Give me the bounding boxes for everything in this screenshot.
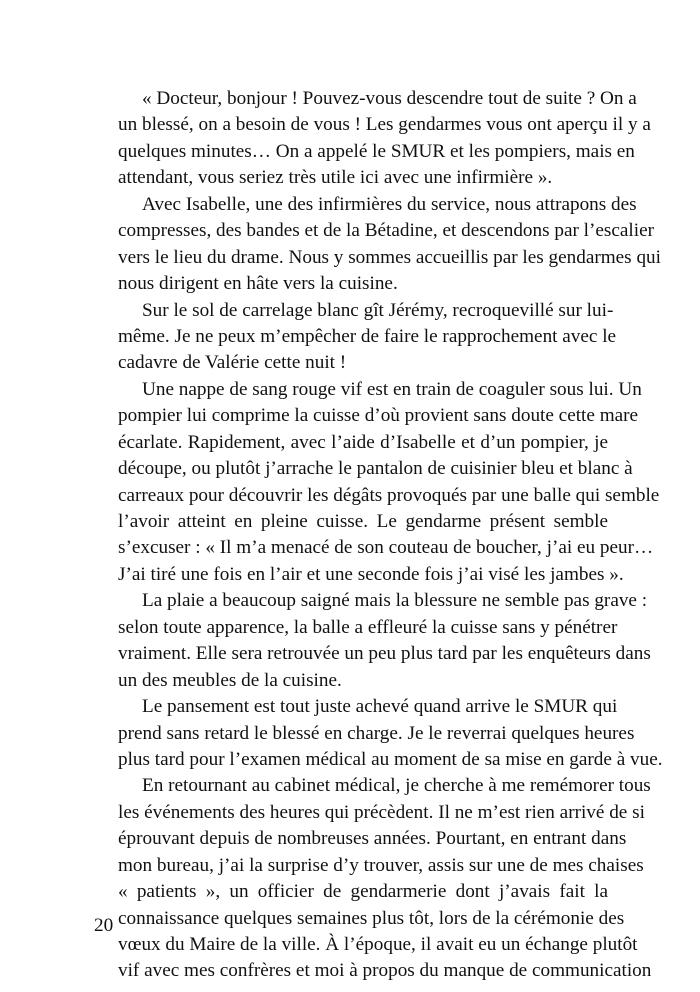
text-line: Sur le sol de carrelage blanc gît Jérémy, recroquevillé sur lui- bbox=[142, 299, 614, 321]
text-line: vif avec mes confrères et moi à propos du manque de communication bbox=[118, 960, 652, 982]
page-body bbox=[94, 86, 663, 985]
text-line: compresses, des bandes et de la Bétadine, et descendons par l’escalier bbox=[118, 220, 654, 242]
text-line: prend sans retard le blessé en charge. Je le reverrai quelques heures bbox=[118, 722, 635, 744]
paragraph-7 bbox=[94, 773, 652, 985]
paragraph-2 bbox=[94, 192, 661, 298]
page-number: 20 bbox=[94, 915, 114, 936]
paragraph-1 bbox=[94, 86, 651, 192]
text-line: vœux du Maire de la ville. À l’époque, il avait eu un échange plutôt bbox=[118, 934, 638, 955]
text-line: nous dirigent en hâte vers la cuisine. bbox=[118, 273, 398, 295]
text-line: pompier lui comprime la cuisse d’où provient sans doute cette mare bbox=[118, 405, 639, 427]
paragraph-5 bbox=[94, 588, 651, 694]
text-line: Le pansement est tout juste achevé quand arrive le SMUR qui bbox=[142, 696, 618, 718]
text-line: connaissance quelques semaines plus tôt, lors de la cérémonie des bbox=[118, 907, 625, 929]
text-line: La plaie a beaucoup saigné mais la blessure ne semble pas grave : bbox=[142, 590, 648, 612]
text-line: En retournant au cabinet médical, je cherche à me remémorer tous bbox=[142, 775, 651, 797]
text-line: découpe, ou plutôt j’arrache le pantalon de cuisinier bleu et blanc à bbox=[118, 458, 633, 480]
text-line: attendant, vous seriez très utile ici avec une infirmière ». bbox=[118, 167, 553, 189]
text-line: « Docteur, bonjour ! Pouvez-vous descendre tout de suite ? On a bbox=[142, 88, 637, 109]
text-line: « patients », un officier de gendarmerie dont j’avais fait la bbox=[118, 881, 608, 903]
text-line: les événements des heures qui précèdent. Il ne m’est rien arrivé de si bbox=[118, 801, 645, 823]
paragraph-3 bbox=[94, 298, 617, 377]
text-line: vraiment. Elle sera retrouvée un peu plus tard par les enquêteurs dans bbox=[118, 643, 651, 665]
text-line: Une nappe de sang rouge vif est en train de coaguler sous lui. Un bbox=[142, 378, 642, 400]
text-line: l’avoir atteint en pleine cuisse. Le gendarme présent semble bbox=[118, 511, 608, 532]
text-line: J’ai tiré une fois en l’air et une seconde fois j’ai visé les jambes ». bbox=[118, 563, 624, 585]
text-line: vers le lieu du drame. Nous y sommes accueillis par les gendarmes qui bbox=[118, 246, 661, 268]
text-line: carreaux pour découvrir les dégâts provoqués par une balle qui semble bbox=[118, 484, 660, 506]
paragraph-4 bbox=[94, 377, 660, 589]
text-line: quelques minutes… On a appelé le SMUR et les pompiers, mais en bbox=[118, 140, 635, 162]
text-line: cadavre de Valérie cette nuit ! bbox=[118, 352, 347, 374]
text-line: même. Je ne peux m’empêcher de faire le rapprochement avec le bbox=[118, 325, 617, 347]
text-line: écarlate. Rapidement, avec l’aide d’Isabelle et d’un pompier, je bbox=[118, 431, 608, 453]
text-line: selon toute apparence, la balle a effleuré la cuisse sans y pénétrer bbox=[118, 616, 618, 638]
paragraph-6 bbox=[94, 694, 663, 773]
text-line: mon bureau, j’ai la surprise d’y trouver, assis sur une de mes chaises bbox=[118, 854, 644, 876]
text-line: éprouvant depuis de nombreuses années. Pourtant, en entrant dans bbox=[118, 828, 627, 850]
text-line: un blessé, on a besoin de vous ! Les gendarmes vous ont aperçu il y a bbox=[118, 114, 651, 136]
text-line: plus tard pour l’examen médical au moment de sa mise en garde à vue. bbox=[118, 748, 663, 770]
text-line: un des meubles de la cuisine. bbox=[118, 669, 342, 691]
text-line: s’excuser : « Il m’a menacé de son couteau de boucher, j’ai eu peur… bbox=[118, 537, 654, 559]
text-line: Avec Isabelle, une des infirmières du service, nous attrapons des bbox=[142, 193, 637, 215]
